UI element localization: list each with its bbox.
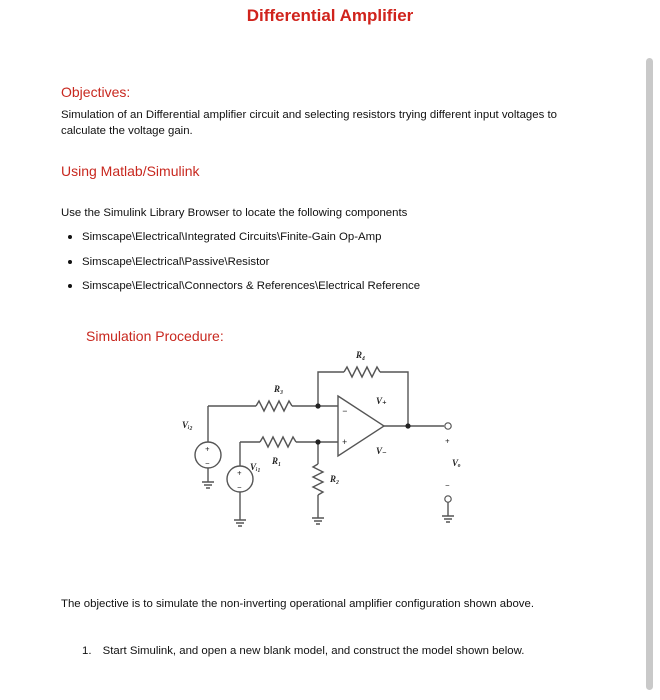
- label-r2: R₂: [330, 474, 340, 484]
- objective-statement: The objective is to simulate the non-inverting operational amplifier configuration shown above.: [61, 598, 534, 610]
- vi2-plus-sign: +: [205, 445, 210, 454]
- differential-amplifier-schematic: [170, 342, 470, 542]
- resistor-r3: [256, 401, 292, 411]
- vi2-minus-sign: −: [205, 459, 210, 468]
- output-terminal-bottom: [445, 496, 451, 502]
- list-item-text: Simscape\Electrical\Connectors & References\Electrical Reference: [82, 280, 421, 292]
- label-r1: R₁: [272, 456, 282, 466]
- node-inverting: [315, 403, 320, 408]
- objectives-line-2: calculate the voltage gain.: [61, 125, 193, 137]
- bullet-icon: [68, 235, 72, 239]
- opamp-plus-sign: +: [342, 437, 348, 447]
- list-item-text: Simscape\Electrical\Integrated Circuits\Finite-Gain Op-Amp: [82, 231, 382, 243]
- vi1-minus-sign: −: [237, 483, 242, 492]
- objectives-heading: Objectives:: [61, 84, 131, 100]
- resistor-r2: [313, 464, 323, 495]
- component-list: [62, 230, 420, 304]
- library-intro: Use the Simulink Library Browser to locate the following components: [61, 207, 408, 219]
- label-vi1: Vᵢ₁: [250, 462, 261, 472]
- output-terminal-top: [445, 423, 451, 429]
- label-vi2: Vᵢ₂: [182, 420, 193, 430]
- step-number: 1.: [82, 645, 92, 657]
- vo-plus-sign: +: [445, 437, 450, 446]
- procedure-heading: Simulation Procedure:: [86, 328, 224, 344]
- circuit-wires: [202, 367, 454, 526]
- resistor-r4: [344, 367, 380, 377]
- vo-minus-sign: −: [445, 481, 450, 490]
- vi1-plus-sign: +: [237, 469, 242, 478]
- label-vminus: V₋: [376, 446, 387, 456]
- page-title: Differential Amplifier: [246, 6, 414, 25]
- step-1: [82, 645, 524, 657]
- label-r4: R₄: [356, 350, 366, 360]
- step-text: Start Simulink, and open a new blank model, and construct the model shown below.: [102, 645, 525, 657]
- list-item-text: Simscape\Electrical\Passive\Resistor: [82, 255, 270, 268]
- resistor-r1: [260, 437, 296, 447]
- objectives-line-1: Simulation of an Differential amplifier circuit and selecting resistors trying different input voltages to: [61, 109, 557, 121]
- list-item: [62, 255, 420, 280]
- node-output: [405, 423, 410, 428]
- matlab-heading: Using Matlab/Simulink: [61, 163, 200, 179]
- label-vo: Vₒ: [452, 458, 461, 468]
- bullet-icon: [68, 284, 72, 288]
- bullet-icon: [68, 260, 72, 264]
- node-noninverting: [315, 439, 320, 444]
- label-r3: R₃: [274, 384, 284, 394]
- list-item: [62, 279, 420, 304]
- list-item: [62, 230, 420, 255]
- opamp-minus-sign: −: [342, 406, 348, 416]
- label-vplus: V₊: [376, 396, 387, 406]
- vertical-scrollbar[interactable]: [646, 58, 653, 690]
